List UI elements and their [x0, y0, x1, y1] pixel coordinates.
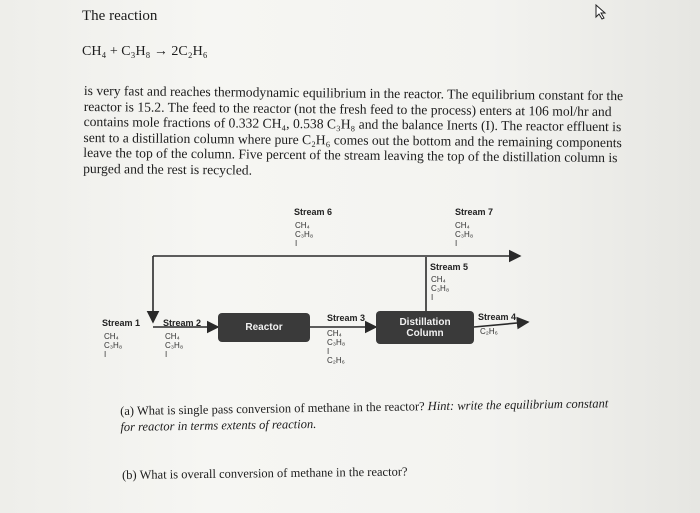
stream7-label: Stream 7 — [455, 207, 494, 217]
stream5-components — [431, 275, 449, 302]
component: CH₄ — [165, 332, 180, 341]
stream2-components — [165, 332, 183, 359]
stream4-components — [480, 327, 498, 336]
component: I — [431, 293, 434, 302]
stream1-label: Stream 1 — [102, 318, 141, 328]
stream2-label: Stream 2 — [163, 318, 202, 328]
component: I — [327, 347, 330, 356]
stream3-components — [327, 329, 345, 365]
component: C₃H₈ — [455, 230, 474, 239]
reaction-equation: CH₄ + C₃H₈ → 2C₂H₆ — [82, 44, 208, 59]
distillation-column-box — [376, 311, 474, 344]
stream6-components — [295, 221, 313, 248]
reactor-label: Reactor — [245, 322, 283, 333]
component: C₃H₈ — [327, 338, 346, 347]
question-b: (b) What is overall conversion of methane in the reactor? — [122, 464, 408, 482]
component: C₃H₈ — [431, 284, 450, 293]
problem-paragraph: is very fast and reaches thermodynamic equilibrium in the reactor. The equilibrium constant for the reactor is 15.2. The feed to the reactor (not the fresh feed to the process) enters at 106 mol/hr and contains mole fractions of 0.332 CH₄, 0.538 C₃H₈ and the balance Inerts (I). The reactor effluent is sent to a distillation column where pure C₂H₆ comes out the bottom and the remaining components leave the top of the column. Five percent of the stream leaving the top of the distillation column is purged and the rest is recycled. — [83, 83, 624, 178]
component: I — [165, 350, 168, 359]
column-label-line1: Distillation — [399, 316, 451, 328]
stream6-label: Stream 6 — [294, 207, 333, 217]
question-a-hint: Hint: write the equilibrium constant for reactor in terms extents of reaction. — [120, 396, 609, 434]
component: CH₄ — [455, 221, 470, 230]
problem-heading: The reaction — [82, 8, 158, 24]
reactor-box — [218, 313, 310, 342]
component: CH₄ — [295, 221, 310, 230]
component: I — [295, 239, 298, 248]
component: CH₄ — [104, 332, 119, 341]
stream1-components — [104, 332, 122, 359]
component: C₃H₈ — [295, 230, 314, 239]
component: CH₄ — [431, 275, 446, 284]
stream4-label: Stream 4 — [478, 312, 517, 322]
column-label-line2: Column — [406, 327, 444, 339]
component: C₃H₈ — [104, 341, 123, 350]
stream7-components — [455, 221, 473, 248]
stream5-label: Stream 5 — [430, 262, 469, 272]
question-a-text: (a) What is single pass conversion of methane in the reactor? — [120, 399, 425, 418]
stream3-label: Stream 3 — [327, 313, 366, 323]
component: CH₄ — [327, 329, 342, 338]
component: I — [455, 239, 458, 248]
component: C₂H₆ — [480, 327, 498, 336]
component: C₃H₈ — [165, 341, 184, 350]
component: C₂H₆ — [327, 356, 345, 365]
component: I — [104, 350, 107, 359]
